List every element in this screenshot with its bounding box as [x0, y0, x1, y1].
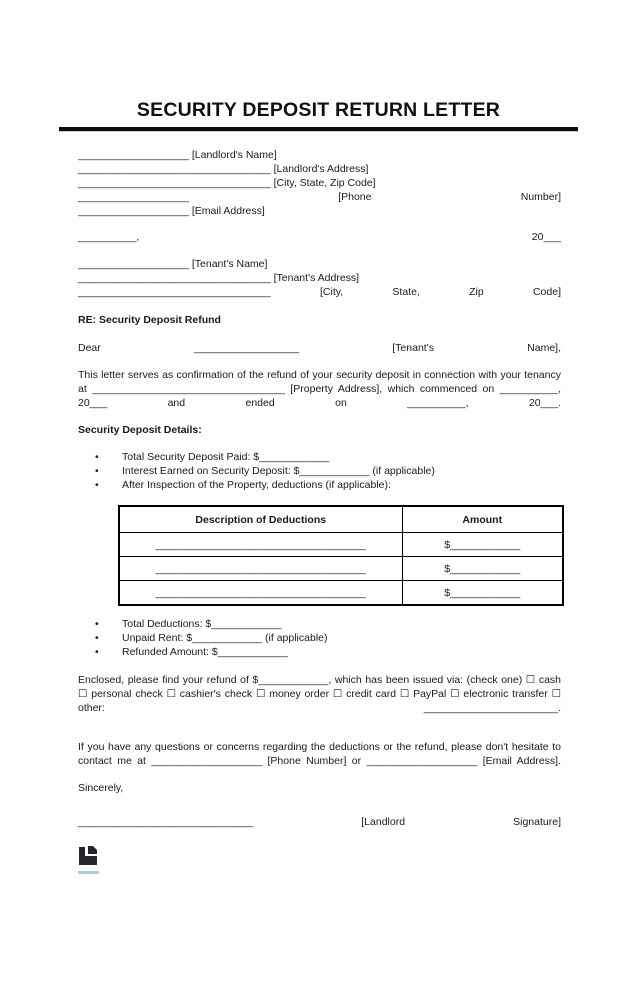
refund-line-3: other: _______________________. — [78, 702, 561, 714]
deduction-description-blank: ____________________________________ — [119, 581, 402, 606]
intro-line-2: at _________________________________ [Property Address], which commenced on __________, — [78, 383, 561, 395]
intro-line-1: This letter serves as confirmation of the refund of your security deposit in connection with your tenancy — [78, 369, 561, 381]
deductions-header-amount: Amount — [402, 506, 563, 533]
logo-accent-underline — [78, 871, 99, 874]
subject-line: RE: Security Deposit Refund — [78, 314, 221, 326]
bullet-total-deposit: • Total Security Deposit Paid: $____________ — [78, 450, 561, 464]
recipient-block — [78, 257, 561, 299]
table-row — [119, 581, 563, 606]
sender-name-line: ___________________ [Landlord's Name] — [78, 149, 277, 161]
signature-line: ______________________________ [Landlord Signature] — [78, 816, 561, 828]
deposit-bullet-list — [78, 450, 561, 492]
salutation-line: Dear __________________ [Tenant's Name], — [78, 342, 561, 354]
title-rule — [59, 127, 578, 131]
contact-line-2: contact me at ___________________ [Phone Number] or ___________________ [Email Address]. — [78, 755, 561, 767]
table-row — [119, 533, 563, 557]
deduction-amount-blank: $____________ — [402, 533, 563, 557]
refund-line-2: ☐ personal check ☐ cashier's check ☐ money order ☐ credit card ☐ PayPal ☐ electronic transfer ☐ — [78, 688, 561, 700]
contact-line-1: If you have any questions or concerns regarding the deductions or the refund, please don't hesitate to — [78, 741, 561, 753]
deductions-header-description: Description of Deductions — [119, 506, 402, 533]
refund-paragraph — [78, 673, 561, 715]
page-title: SECURITY DEPOSIT RETURN LETTER — [136, 99, 501, 121]
closing-line: Sincerely, — [78, 782, 124, 794]
sender-city-line: _________________________________ [City, State, Zip Code] — [78, 177, 376, 189]
intro-paragraph — [78, 368, 561, 410]
table-row — [119, 557, 563, 581]
recipient-name-line: ___________________ [Tenant's Name] — [78, 258, 268, 270]
bullet-interest-earned: • Interest Earned on Security Deposit: $____________ (if applicable) — [78, 464, 561, 478]
intro-line-3: 20___ and ended on __________, 20___. — [78, 397, 561, 409]
deductions-table — [118, 505, 564, 606]
date-line: __________, 20___ — [78, 231, 561, 243]
refund-line-1: Enclosed, please find your refund of $____________, which has been issued via: (check one) ☐ cash — [78, 674, 561, 686]
deduction-amount-blank: $____________ — [402, 581, 563, 606]
recipient-city-line: _________________________________ [City, State, Zip Code] — [78, 286, 561, 298]
deduction-description-blank: ____________________________________ — [119, 557, 402, 581]
document-page — [0, 97, 561, 874]
bullet-after-inspection: • After Inspection of the Property, deductions (if applicable): — [78, 478, 561, 492]
sender-phone-line: ___________________ [Phone Number] — [78, 191, 561, 203]
sender-email-line: ___________________ [Email Address] — [78, 205, 265, 217]
bullet-unpaid-rent: • Unpaid Rent: $____________ (if applicable) — [78, 631, 561, 645]
recipient-address-line: _________________________________ [Tenant's Address] — [78, 272, 360, 284]
legal-templates-logo-icon — [78, 846, 97, 866]
bullet-total-deductions: • Total Deductions: $____________ — [78, 617, 561, 631]
sender-block — [78, 148, 561, 218]
contact-paragraph — [78, 740, 561, 768]
deduction-amount-blank: $____________ — [402, 557, 563, 581]
deductions-header-row — [119, 506, 563, 533]
details-heading: Security Deposit Details: — [78, 424, 202, 436]
bullet-refunded-amount: • Refunded Amount: $____________ — [78, 645, 561, 659]
deduction-description-blank: ____________________________________ — [119, 533, 402, 557]
summary-bullet-list — [78, 617, 561, 659]
sender-address-line: _________________________________ [Landlord's Address] — [78, 163, 369, 175]
brand-logo — [78, 846, 100, 874]
